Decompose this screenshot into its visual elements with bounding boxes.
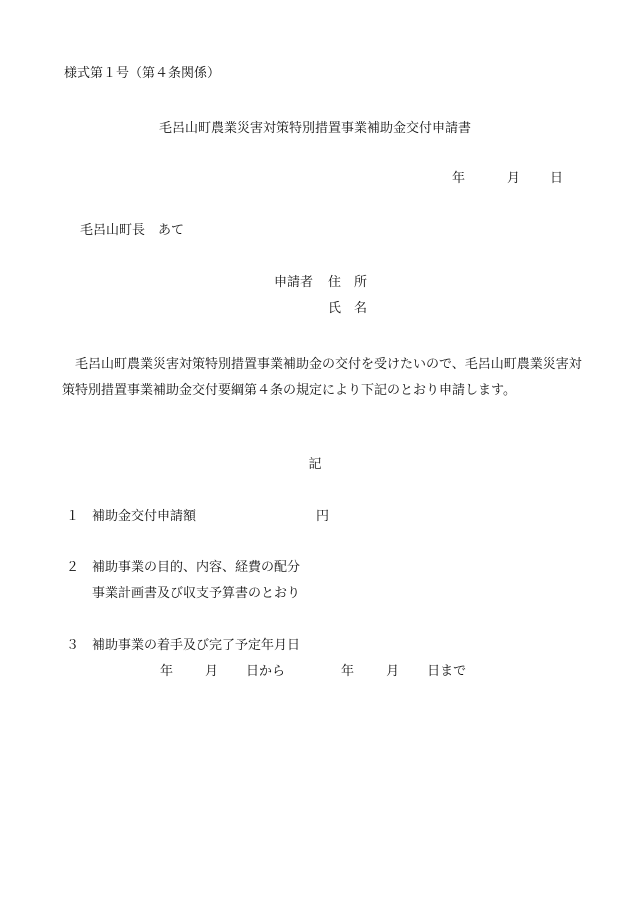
applicant-name-label: 氏 名 [328,301,368,316]
ki-heading: 記 [308,457,322,472]
date-day-label: 日 [550,171,564,186]
item-2 [66,561,300,574]
item-3 [66,639,300,652]
period-start-month: 月 [205,664,219,679]
item-3-number: ３ [66,638,80,653]
addressee: 毛呂山町長 あて [80,223,185,238]
period-start-day: 日から [246,664,286,679]
document-title: 毛呂山町農業災害対策特別措置事業補助金交付申請書 [158,121,471,136]
applicant-label: 申請者 [274,275,314,290]
item-2-label: 補助事業の目的、内容、経費の配分 [92,560,301,575]
period-end-year: 年 [341,664,355,679]
date-year-label: 年 [452,171,466,186]
period-end-day: 日まで [427,664,467,679]
form-number: 様式第１号（第４条関係） [64,66,221,81]
period-end-month: 月 [386,664,400,679]
item-1 [66,510,196,523]
applicant-address-label: 住 所 [328,275,368,290]
project-period [160,665,466,678]
item-1-unit: 円 [316,509,330,524]
item-3-label: 補助事業の着手及び完了予定年月日 [92,638,301,653]
date-month-label: 月 [507,171,521,186]
application-body-text: 毛呂山町農業災害対策特別措置事業補助金の交付を受けたいので、毛呂山町農業災害対策特別措置事業補助金交付要綱第４条の規定により下記のとおり申請します。 [62,357,582,398]
period-start-year: 年 [160,664,174,679]
application-date [452,172,563,185]
item-1-number: １ [66,509,80,524]
item-1-label: 補助金交付申請額 [92,509,197,524]
item-2-number: ２ [66,560,80,575]
item-2-detail: 事業計画書及び収支予算書のとおり [92,586,301,601]
